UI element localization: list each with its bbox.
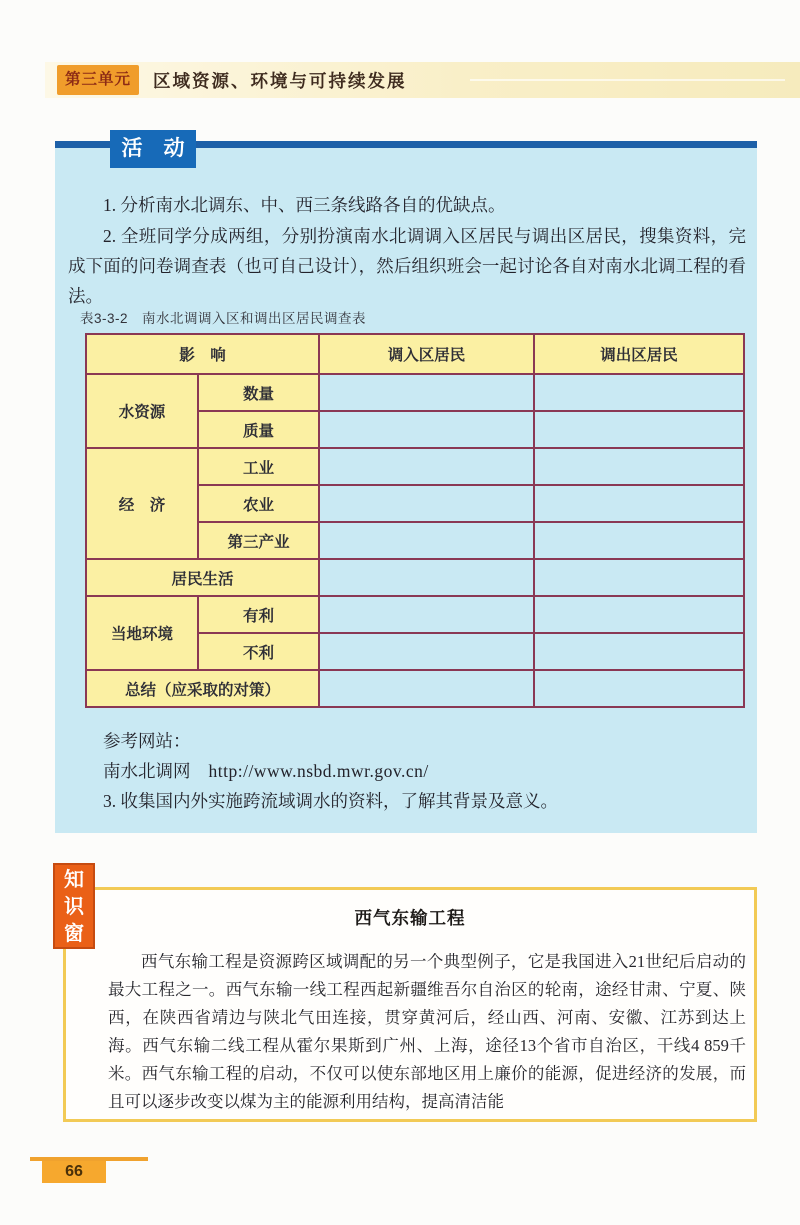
blank-cell <box>534 633 744 670</box>
col-header-inflow-residents: 调入区居民 <box>319 334 534 374</box>
blank-cell <box>319 522 534 559</box>
knowledge-body-text: 西气东输工程是资源跨区域调配的另一个典型例子，它是我国进入21世纪后启动的最大工程之一。西气东输一线工程西起新疆维吾尔自治区的轮南，途经甘肃、宁夏、陕西，在陕西省靖边与陕北气田连接，贯穿黄河后，经山西、河南、安徽、江苏到达上海。西气东输二线工程从霍尔果斯到广州、上海，途径13个省市自治区，干线4 859千米。西气东输工程的启动，不仅可以使东部地区用上廉价的能源，促进经济的发展，而且可以逐步改变以煤为主的能源利用结构，提高清洁能 <box>108 952 746 1111</box>
table-row <box>86 374 744 411</box>
blank-cell <box>319 411 534 448</box>
blank-cell <box>319 485 534 522</box>
row-label-tertiary-industry: 第三产业 <box>198 522 319 559</box>
knowledge-title: 西气东输工程 <box>354 908 466 928</box>
page-number-badge: 66 <box>42 1161 106 1183</box>
row-label-unfavorable: 不利 <box>198 633 319 670</box>
reference-url: http://www.nsbd.mwr.gov.cn/ <box>208 761 429 781</box>
activity-section-tab: 活 动 <box>110 130 196 168</box>
blank-cell <box>534 374 744 411</box>
header-divider-line <box>470 79 785 81</box>
knowledge-window-tab: 知识窗 <box>53 863 95 949</box>
blank-cell <box>319 448 534 485</box>
row-label-quantity: 数量 <box>198 374 319 411</box>
survey-table <box>85 333 745 708</box>
reference-line <box>68 756 746 786</box>
table-row <box>86 596 744 633</box>
blank-cell <box>319 596 534 633</box>
blank-cell <box>534 596 744 633</box>
unit-title: 区域资源、环境与可持续发展 <box>153 71 407 91</box>
references-label: 参考网站： <box>103 731 191 751</box>
blank-cell <box>319 559 534 596</box>
row-label-local-environment: 当地环境 <box>86 596 198 670</box>
blank-cell <box>534 559 744 596</box>
row-label-industry: 工业 <box>198 448 319 485</box>
col-header-influence: 影 响 <box>86 334 319 374</box>
row-label-residents-life: 居民生活 <box>86 559 319 596</box>
blank-cell <box>319 670 534 707</box>
unit-number-badge: 第三单元 <box>57 65 139 95</box>
blank-cell <box>319 633 534 670</box>
blank-cell <box>534 670 744 707</box>
table-row <box>86 670 744 707</box>
activity-item-3: 3. 收集国内外实施跨流域调水的资料，了解其背景及意义。 <box>103 791 558 811</box>
row-label-agriculture: 农业 <box>198 485 319 522</box>
table-header-row <box>86 334 744 374</box>
activity-item-1: 1. 分析南水北调东、中、西三条线路各自的优缺点。 <box>103 195 506 215</box>
blank-cell <box>534 485 744 522</box>
activity-item-2: 2. 全班同学分成两组，分别扮演南水北调调入区居民与调出区居民，搜集资料，完成下面的问卷调查表（也可自己设计），然后组织班会一起讨论各自对南水北调工程的看法。 <box>68 226 746 306</box>
blank-cell <box>534 448 744 485</box>
table-row <box>86 448 744 485</box>
blank-cell <box>534 522 744 559</box>
reference-site-name: 南水北调网 <box>103 761 191 781</box>
table-caption: 表3-3-2 南水北调调入区和调出区居民调查表 <box>80 311 367 326</box>
row-label-quality: 质量 <box>198 411 319 448</box>
table-row <box>86 559 744 596</box>
row-label-favorable: 有利 <box>198 596 319 633</box>
row-label-water-resources: 水资源 <box>86 374 198 448</box>
blank-cell <box>319 374 534 411</box>
blank-cell <box>534 411 744 448</box>
row-label-economy: 经 济 <box>86 448 198 559</box>
col-header-outflow-residents: 调出区居民 <box>534 334 744 374</box>
unit-header-band <box>45 62 800 98</box>
row-label-summary: 总结（应采取的对策） <box>86 670 319 707</box>
